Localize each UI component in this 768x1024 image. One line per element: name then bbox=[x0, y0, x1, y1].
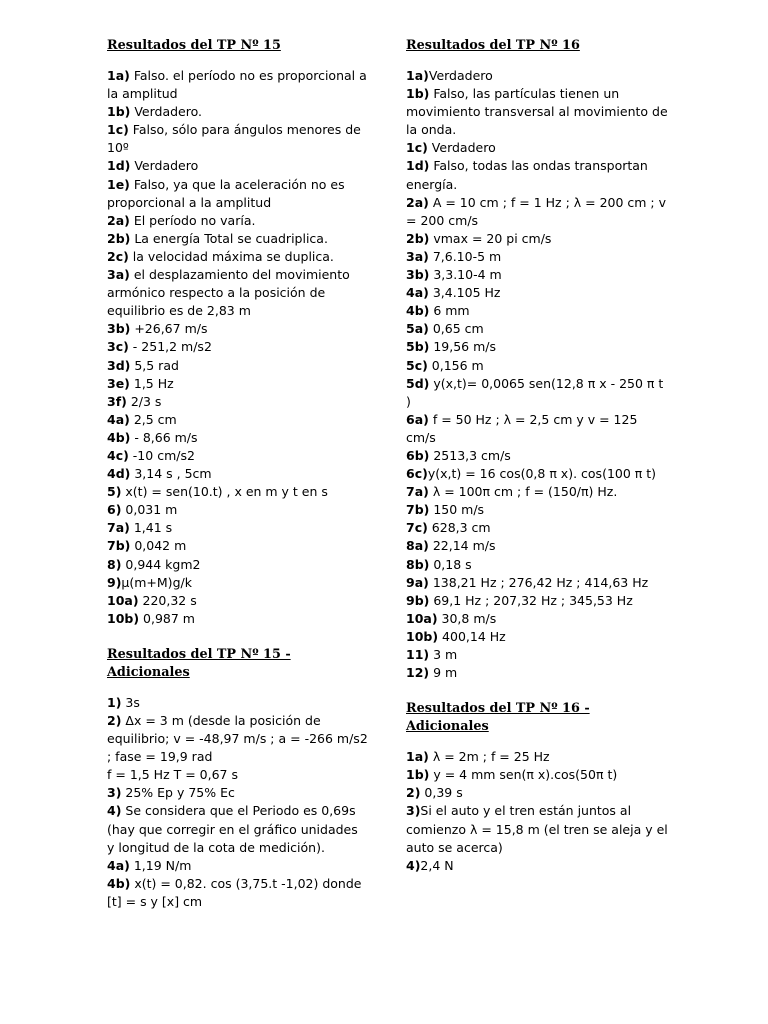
answer-label: 2c) bbox=[107, 248, 129, 264]
answer-label: 5c) bbox=[406, 357, 428, 373]
answer-text: 69,1 Hz ; 207,32 Hz ; 345,53 Hz bbox=[429, 592, 633, 608]
answer-label: 1) bbox=[107, 694, 122, 710]
answer-text: - 8,66 m/s bbox=[130, 429, 198, 445]
answer-item bbox=[107, 574, 369, 592]
answer-label: 8a) bbox=[406, 538, 429, 554]
answer-item bbox=[406, 519, 668, 537]
answer-list bbox=[406, 748, 668, 875]
right-column bbox=[406, 37, 668, 875]
answer-text: 0,042 m bbox=[130, 538, 187, 554]
answer-item bbox=[107, 357, 369, 375]
answer-text: A = 10 cm ; f = 1 Hz ; λ = 200 cm ; v = 200 cm/s bbox=[406, 194, 667, 228]
answer-label: 10b) bbox=[107, 610, 140, 626]
answer-label: 5a) bbox=[406, 321, 429, 337]
answer-text: el desplazamiento del movimiento armónico respecto a la posición de equilibrio es de 2,83 m bbox=[107, 267, 350, 319]
answer-text: 25% Ep y 75% Ec bbox=[121, 785, 235, 801]
answer-label: 6c) bbox=[406, 466, 428, 482]
answer-label: 10a) bbox=[107, 592, 139, 608]
answer-item bbox=[107, 537, 369, 555]
answer-label: 2a) bbox=[406, 194, 429, 210]
answer-text: 2513,3 cm/s bbox=[429, 447, 511, 463]
answer-label: 1a) bbox=[107, 68, 130, 83]
answer-text: f = 50 Hz ; λ = 2,5 cm y v = 125 cm/s bbox=[406, 411, 638, 445]
answer-label: 4a) bbox=[107, 411, 130, 427]
answer-label: 6) bbox=[107, 502, 122, 518]
answer-label: 1e) bbox=[107, 176, 130, 192]
answer-item bbox=[406, 411, 668, 447]
answer-text: 2/3 s bbox=[126, 393, 162, 409]
answer-item bbox=[406, 628, 668, 646]
answer-text: 2,4 N bbox=[420, 857, 454, 873]
answer-label: 2) bbox=[406, 785, 421, 801]
answer-item bbox=[406, 284, 668, 302]
answer-label: 6b) bbox=[406, 447, 430, 463]
answer-text: 30,8 m/s bbox=[437, 610, 497, 626]
answer-text: Verdadero. bbox=[130, 104, 203, 120]
section-title: Resultados del TP Nº 16 bbox=[406, 38, 580, 53]
answer-text: Verdadero bbox=[130, 158, 199, 174]
answer-text: 0,39 s bbox=[420, 785, 463, 801]
answer-item bbox=[107, 67, 369, 103]
answer-text: 0,987 m bbox=[139, 610, 195, 626]
answer-text: 138,21 Hz ; 276,42 Hz ; 414,63 Hz bbox=[428, 574, 649, 590]
answer-item bbox=[406, 302, 668, 320]
answer-item bbox=[107, 712, 369, 766]
answer-label: 3a) bbox=[107, 267, 130, 283]
answer-item bbox=[406, 230, 668, 248]
answer-item bbox=[107, 556, 369, 574]
answer-item bbox=[107, 766, 369, 784]
results-section bbox=[107, 37, 369, 628]
answer-label: 1b) bbox=[406, 86, 430, 102]
answer-label: 3c) bbox=[107, 339, 129, 355]
answer-item bbox=[107, 320, 369, 338]
answer-item bbox=[107, 501, 369, 519]
answer-item bbox=[107, 857, 369, 875]
answer-text: +26,67 m/s bbox=[130, 321, 208, 337]
answer-text: 7,6.10-5 m bbox=[428, 248, 502, 264]
answer-text: 3s bbox=[121, 694, 140, 710]
answer-label: 9a) bbox=[406, 574, 429, 590]
answer-text: 220,32 s bbox=[138, 592, 197, 608]
answer-item bbox=[406, 802, 668, 856]
answer-text: 150 m/s bbox=[429, 502, 485, 518]
answer-text: 2,5 cm bbox=[129, 411, 177, 427]
answer-label: 3a) bbox=[406, 248, 429, 264]
answer-text: 19,56 m/s bbox=[429, 339, 496, 355]
answer-label: 10a) bbox=[406, 610, 438, 626]
answer-item bbox=[406, 85, 668, 139]
answer-label: 3b) bbox=[107, 321, 131, 337]
answer-list bbox=[107, 67, 369, 628]
answer-item bbox=[406, 157, 668, 193]
answer-text: x(t) = 0,82. cos (3,75.t -1,02) donde [t] = s y [x] cm bbox=[107, 875, 362, 909]
answer-item bbox=[406, 556, 668, 574]
answer-item bbox=[107, 157, 369, 175]
answer-label: 2b) bbox=[107, 230, 131, 246]
answer-label: 3e) bbox=[107, 375, 130, 391]
answer-label: 4b) bbox=[406, 303, 430, 319]
answer-text: La energía Total se cuadriplica. bbox=[130, 230, 328, 246]
answer-item bbox=[107, 694, 369, 712]
left-column bbox=[107, 37, 369, 911]
answer-text: y = 4 mm sen(π x).cos(50π t) bbox=[429, 767, 618, 783]
answer-item bbox=[107, 411, 369, 429]
answer-label: 4b) bbox=[107, 875, 131, 891]
answer-text: Falso, las partículas tienen un movimiento transversal al movimiento de la onda. bbox=[406, 86, 668, 138]
answer-label: 4c) bbox=[107, 447, 129, 463]
answer-text: Δx = 3 m (desde la posición de equilibrio; v = -48,97 m/s ; a = -266 m/s2 ; fase = 19,9 rad bbox=[107, 713, 368, 765]
answer-label: 10b) bbox=[406, 628, 439, 644]
section-title: Resultados del TP Nº 15 bbox=[107, 38, 281, 53]
section-title: Resultados del TP Nº 16 - Adicionales bbox=[406, 701, 590, 735]
answer-label: 4b) bbox=[107, 429, 131, 445]
answer-item bbox=[107, 121, 369, 157]
answer-item bbox=[406, 465, 668, 483]
answer-item bbox=[406, 592, 668, 610]
answer-text: -10 cm/s2 bbox=[128, 447, 195, 463]
answer-item bbox=[406, 357, 668, 375]
answer-text: Falso, todas las ondas transportan energía. bbox=[406, 158, 648, 192]
answer-item bbox=[107, 103, 369, 121]
answer-text: y(x,t) = 16 cos(0,8 π x). cos(100 π t) bbox=[427, 466, 657, 482]
answer-text: 6 mm bbox=[429, 303, 470, 319]
answer-item bbox=[406, 610, 668, 628]
answer-text: 628,3 cm bbox=[427, 520, 491, 536]
answer-text: Falso, ya que la aceleración no es proporcional a la amplitud bbox=[107, 176, 345, 210]
answer-label: 1c) bbox=[107, 122, 129, 138]
answer-label: 1d) bbox=[107, 158, 131, 174]
answer-label: 2a) bbox=[107, 212, 130, 228]
answer-item bbox=[406, 766, 668, 784]
answer-label: 1a) bbox=[406, 68, 429, 83]
answer-item bbox=[406, 483, 668, 501]
answer-label: 1b) bbox=[406, 767, 430, 783]
answer-label: 5b) bbox=[406, 339, 430, 355]
answer-text: la velocidad máxima se duplica. bbox=[128, 248, 334, 264]
answer-item bbox=[406, 248, 668, 266]
answer-item bbox=[406, 857, 668, 875]
answer-text: 1,41 s bbox=[129, 520, 173, 536]
answer-item bbox=[406, 447, 668, 465]
section-title: Resultados del TP Nº 15 - Adicionales bbox=[107, 646, 291, 680]
answer-label: 7a) bbox=[107, 520, 130, 536]
answer-text: 3,14 s , 5cm bbox=[130, 466, 212, 482]
answer-item bbox=[406, 67, 668, 85]
answer-text: 0,65 cm bbox=[428, 321, 484, 337]
answer-text: 0,944 kgm2 bbox=[121, 556, 201, 572]
answer-label: 3) bbox=[406, 803, 421, 819]
answer-text: 0,156 m bbox=[427, 357, 484, 373]
answer-text: y(x,t)= 0,0065 sen(12,8 π x - 250 π t ) bbox=[406, 375, 664, 409]
answer-text: vmax = 20 pi cm/s bbox=[429, 230, 552, 246]
answer-text: f = 1,5 Hz T = 0,67 s bbox=[107, 767, 238, 783]
answer-label: 2b) bbox=[406, 230, 430, 246]
answer-item bbox=[406, 664, 668, 682]
answer-label: 1b) bbox=[107, 104, 131, 120]
answer-label: 3) bbox=[107, 785, 122, 801]
answer-item bbox=[107, 230, 369, 248]
answer-text: Falso. el período no es proporcional a la amplitud bbox=[107, 68, 367, 102]
answer-text: Falso, sólo para ángulos menores de 10º bbox=[107, 122, 361, 156]
answer-item bbox=[406, 748, 668, 766]
answer-label: 1a) bbox=[406, 749, 429, 765]
answer-text: 1,5 Hz bbox=[129, 375, 174, 391]
answer-text: Verdadero bbox=[427, 140, 496, 156]
answer-label: 9b) bbox=[406, 592, 430, 608]
answer-label: 11) bbox=[406, 647, 430, 662]
results-section bbox=[107, 646, 369, 911]
answer-label: 7b) bbox=[406, 502, 430, 518]
answer-text: 9 m bbox=[429, 665, 458, 681]
answer-item bbox=[107, 338, 369, 356]
answer-label: 7a) bbox=[406, 484, 429, 500]
answer-text: - 251,2 m/s2 bbox=[128, 339, 212, 355]
answer-label: 4a) bbox=[107, 857, 130, 873]
answer-label: 4d) bbox=[107, 466, 131, 482]
results-section bbox=[406, 700, 668, 875]
answer-label: 2) bbox=[107, 713, 122, 728]
answer-text: Verdadero bbox=[428, 68, 493, 83]
answer-label: 4) bbox=[406, 857, 421, 873]
answer-text: Si el auto y el tren están juntos al comienzo λ = 15,8 m (el tren se aleja y el auto se acerca) bbox=[406, 803, 668, 855]
answer-text: 5,5 rad bbox=[130, 357, 179, 373]
answer-label: 3f) bbox=[107, 393, 127, 409]
answer-text: 3 m bbox=[429, 647, 458, 662]
answer-item bbox=[107, 802, 369, 856]
answer-item bbox=[406, 574, 668, 592]
answer-label: 4) bbox=[107, 803, 122, 819]
answer-item bbox=[107, 465, 369, 483]
answer-label: 4a) bbox=[406, 285, 429, 301]
answer-text: λ = 2m ; f = 25 Hz bbox=[428, 749, 550, 765]
answer-item bbox=[107, 375, 369, 393]
answer-item bbox=[406, 784, 668, 802]
answer-text: λ = 100π cm ; f = (150/π) Hz. bbox=[428, 484, 618, 500]
answer-item bbox=[107, 429, 369, 447]
answer-label: 1c) bbox=[406, 140, 428, 156]
answer-text: x(t) = sen(10.t) , x en m y t en s bbox=[121, 484, 328, 500]
answer-item bbox=[406, 139, 668, 157]
answer-label: 3d) bbox=[107, 357, 131, 373]
answer-text: 1,19 N/m bbox=[129, 857, 192, 873]
answer-text: Se considera que el Periodo es 0,69s (hay que corregir en el gráfico unidades y longitud de la cota de medición). bbox=[107, 803, 358, 855]
answer-item bbox=[107, 266, 369, 320]
answer-item bbox=[107, 519, 369, 537]
answer-item bbox=[107, 610, 369, 628]
answer-label: 9) bbox=[107, 574, 122, 590]
answer-item bbox=[406, 646, 668, 664]
answer-item bbox=[107, 447, 369, 465]
answer-text: 0,18 s bbox=[429, 556, 472, 572]
answer-label: 3b) bbox=[406, 267, 430, 283]
answer-label: 12) bbox=[406, 665, 430, 681]
answer-label: 5) bbox=[107, 484, 122, 500]
answer-label: 7c) bbox=[406, 520, 428, 536]
answer-item bbox=[107, 393, 369, 411]
answer-text: μ(m+M)g/k bbox=[121, 574, 192, 590]
answer-item bbox=[107, 875, 369, 911]
answer-item bbox=[406, 537, 668, 555]
answer-item bbox=[107, 592, 369, 610]
answer-text: 0,031 m bbox=[121, 502, 178, 518]
answer-item bbox=[406, 501, 668, 519]
answer-text: 3,4.105 Hz bbox=[428, 285, 501, 301]
results-section bbox=[406, 37, 668, 682]
answer-label: 7b) bbox=[107, 538, 131, 554]
answer-item bbox=[107, 176, 369, 212]
answer-item bbox=[406, 375, 668, 411]
answer-item bbox=[406, 194, 668, 230]
answer-label: 8b) bbox=[406, 556, 430, 572]
answer-list bbox=[107, 694, 369, 911]
answer-item bbox=[406, 266, 668, 284]
answer-item bbox=[406, 338, 668, 356]
answer-item bbox=[406, 320, 668, 338]
answer-item bbox=[107, 212, 369, 230]
answer-item bbox=[107, 248, 369, 266]
answer-list bbox=[406, 67, 668, 682]
answer-label: 1d) bbox=[406, 158, 430, 174]
answer-text: 400,14 Hz bbox=[438, 628, 506, 644]
answer-text: 22,14 m/s bbox=[428, 538, 496, 554]
answer-text: 3,3.10-4 m bbox=[429, 267, 502, 283]
answer-label: 8) bbox=[107, 556, 122, 572]
answer-label: 5d) bbox=[406, 375, 430, 391]
answer-item bbox=[107, 483, 369, 501]
answer-label: 6a) bbox=[406, 411, 429, 427]
answer-item bbox=[107, 784, 369, 802]
answer-text: El período no varía. bbox=[129, 212, 256, 228]
